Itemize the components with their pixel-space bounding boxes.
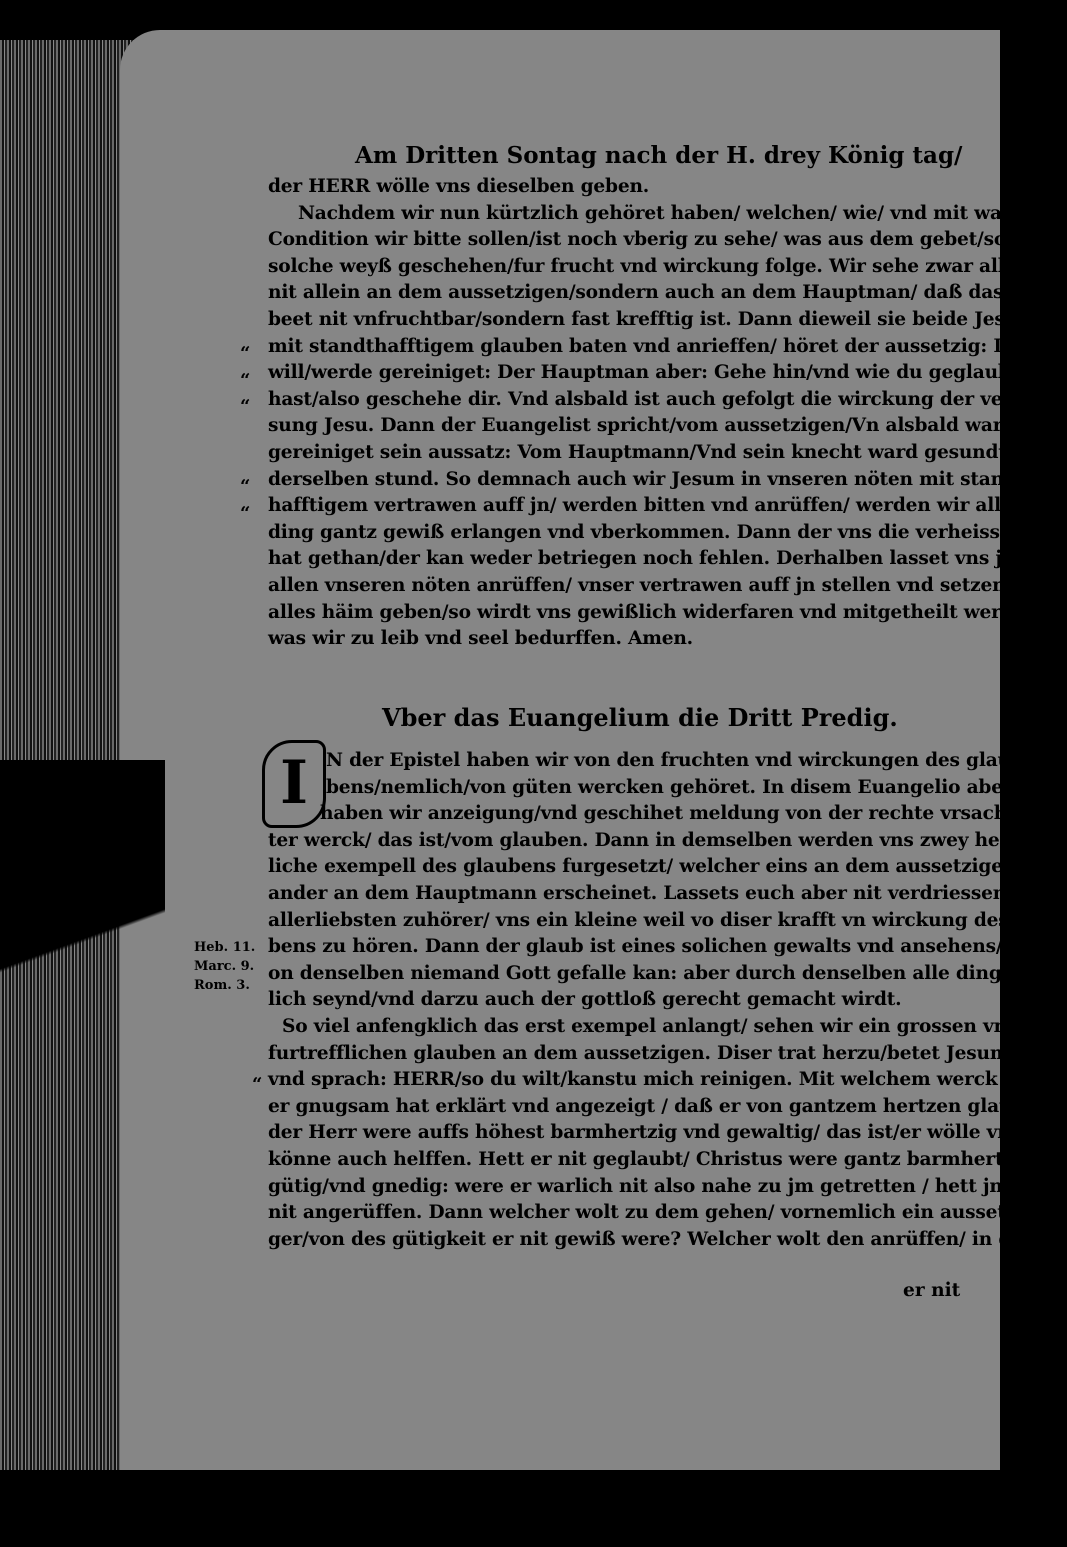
text-line: ter werck/ das ist/vom glauben. Dann in demselben werden vns zwey herr- <box>268 829 1027 851</box>
text-line: alles häim geben/so wirdt vns gewißlich widerfaren vnd mitgetheilt werde/ <box>268 601 1032 623</box>
margin-note <box>194 938 264 995</box>
text-line: nit angerüffen. Dann welcher wolt zu dem gehen/ vornemlich ein aussetzi- <box>268 1202 1031 1224</box>
margin-reference: Heb. 11. <box>194 940 256 955</box>
text-line: beet nit vnfruchtbar/sondern fast krefftig ist. Dann dieweil sie beide Jesum <box>268 308 1038 330</box>
text-line: ger/von des gütigkeit er nit gewiß were? Welcher wolt den anrüffen/ in den <box>268 1228 1037 1250</box>
text-line: allerliebsten zuhörer/ vns ein kleine weil vo diser krafft vn wirckung des glau- <box>268 909 1067 931</box>
text-line: vnd sprach: HERR/so du wilt/kanstu mich reinigen. Mit welchem werck <box>268 1069 998 1091</box>
text-line: er gnugsam hat erklärt vnd angezeigt / daß er von gantzem hertzen glaubet/ <box>268 1095 1052 1117</box>
text-line: furtrefflichen glauben an dem aussetzigen. Diser trat herzu/betet Jesum an/ <box>268 1042 1048 1064</box>
margin-reference: Rom. 3. <box>194 978 250 993</box>
text-line: der HERR wölle vns dieselben geben. <box>268 176 650 197</box>
text-line: N der Epistel haben wir von den fruchten vnd wirckungen des glau- <box>326 750 1019 771</box>
gutter-shadow <box>0 760 165 1080</box>
section-heading: Vber das Euangelium die Dritt Predig. <box>382 703 898 732</box>
scan-bottom-border <box>0 1470 1000 1547</box>
text-line: haben wir anzeigung/vnd geschihet meldung von der rechte vrsach gü- <box>320 803 1047 825</box>
text-line: mit standthafftigem glauben baten vnd anrieffen/ höret der aussetzig: Ich <box>268 335 1027 357</box>
text-line: will/werde gereiniget: Der Hauptman aber: Gehe hin/vnd wie du geglaubt <box>268 362 1020 384</box>
text-line: solche weyß geschehen/fur frucht vnd wirckung folge. Wir sehe zwar allhie/ <box>268 255 1044 277</box>
text-line: hat gethan/der kan weder betriegen noch fehlen. Derhalben lasset vns jn in <box>268 548 1042 570</box>
text-line: der Herr were auffs höhest barmhertzig vnd gewaltig/ das ist/er wölle vnd <box>268 1122 1024 1144</box>
quote-mark: “ <box>240 476 251 497</box>
text-line: nit allein an dem aussetzigen/sondern auch an dem Hauptman/ daß das ge- <box>268 282 1042 304</box>
decorated-initial: I <box>262 740 326 828</box>
text-line: bens zu hören. Dann der glaub ist eines solichen gewalts vnd ansehens/ daß <box>268 936 1048 958</box>
text-line: hafftigem vertrawen auff jn/ werden bitten vnd anrüffen/ werden wir alle <box>268 495 1013 517</box>
text-line: So viel anfengklich das erst exempel anlangt/ sehen wir ein grossen vnd <box>282 1015 1020 1037</box>
catchword: er nit <box>903 1280 961 1301</box>
text-line: gereiniget sein aussatz: Vom Hauptmann/Vnd sein knecht ward gesundt in <box>268 441 1034 463</box>
text-line: lich seynd/vnd darzu auch der gottloß gerecht gemacht wirdt. <box>268 989 902 1011</box>
text-line: Nachdem wir nun kürtzlich gehöret haben/ welchen/ wie/ vnd mit was <box>298 202 1013 224</box>
text-line: allen vnseren nöten anrüffen/ vnser vertrawen auff jn stellen vnd setzen/ jm <box>268 574 1045 596</box>
text-line: gütig/vnd gnedig: were er warlich nit also nahe zu jm getretten / hett jn auch <box>268 1175 1059 1197</box>
margin-reference: Marc. 9. <box>194 959 255 974</box>
section-1-text <box>268 174 1062 653</box>
text-line: könne auch helffen. Hett er nit geglaubt/ Christus were gantz barmhertzig/ <box>268 1148 1041 1170</box>
text-line: ander an dem Hauptmann erscheinet. Lassets euch aber nit verdriessen/jr <box>268 882 1029 904</box>
running-head: Am Dritten Sontag nach der H. drey König tag/ <box>355 142 963 169</box>
text-line: bens/nemlich/von güten wercken gehöret. In disem Euangelio aber/ <box>326 776 1020 798</box>
text-line: liche exempell des glaubens furgesetzt/ welcher eins an dem aussetzigen/ das <box>268 856 1064 878</box>
text-line: derselben stund. So demnach auch wir Jesum in vnseren nöten mit stand- <box>268 468 1025 490</box>
text-line: Condition wir bitte sollen/ist noch vberig zu sehe/ was aus dem gebet/so auff <box>268 229 1054 251</box>
text-line: was wir zu leib vnd seel bedurffen. Amen. <box>268 628 693 650</box>
quote-mark: “ <box>240 396 251 418</box>
text-line: on denselben niemand Gott gefalle kan: aber durch denselben alle ding mög- <box>268 962 1060 984</box>
text-line: hast/also geschehe dir. Vnd alsbald ist auch gefolgt die wirckung der verheis- <box>268 388 1062 410</box>
quote-mark: “ <box>252 1074 263 1095</box>
quote-mark: “ <box>240 343 251 364</box>
quote-mark: “ <box>240 369 251 391</box>
section-2-text <box>268 748 1067 1253</box>
text-line: sung Jesu. Dann der Euangelist spricht/vom aussetzigen/Vn alsbald ward <box>268 415 1016 437</box>
text-line: ding gantz gewiß erlangen vnd vberkommen. Dann der vns die verheissung <box>268 521 1040 543</box>
quote-mark: “ <box>240 502 251 524</box>
